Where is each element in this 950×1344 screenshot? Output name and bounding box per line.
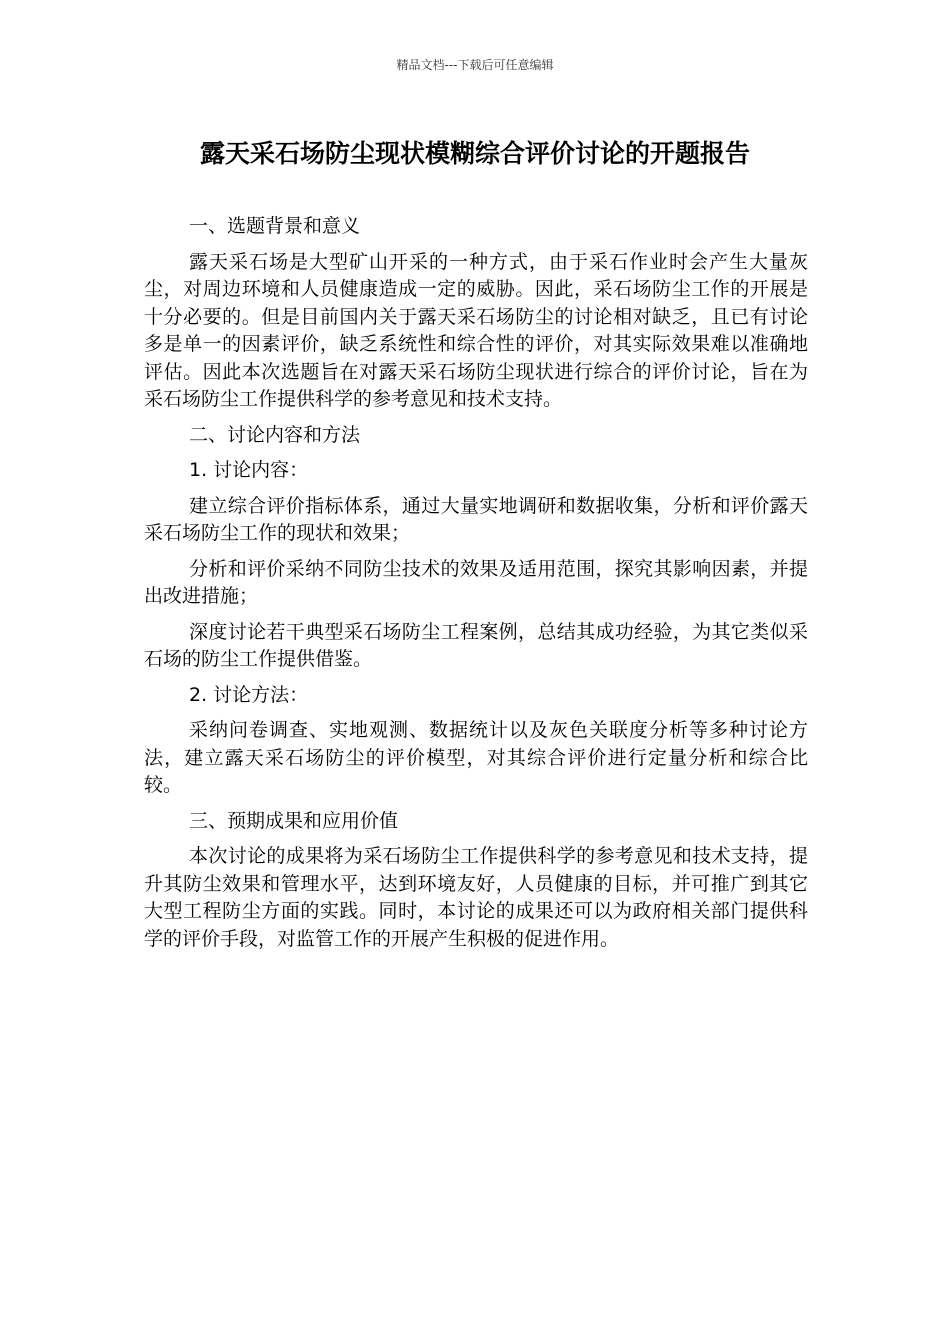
paragraph-content-2: 分析和评价采纳不同防尘技术的效果及适用范围，探究其影响因素，并提出改进措施；: [144, 557, 808, 607]
paragraph-content-3: 深度讨论若干典型采石场防尘工程案例，总结其成功经验，为其它类似采石场的防尘工作提供借鉴。: [144, 620, 808, 670]
paragraph-methods: 采纳问卷调查、实地观测、数据统计以及灰色关联度分析等多种讨论方法，建立露天采石场防尘的评价模型，对其综合评价进行定量分析和综合比较。: [144, 719, 808, 796]
section-heading-content-methods: 二、讨论内容和方法: [189, 423, 361, 446]
document-body: [144, 213, 808, 961]
document-title: 露天采石场防尘现状模糊综合评价讨论的开题报告: [199, 139, 750, 168]
subheading-content: 1. 讨论内容：: [189, 459, 309, 481]
header-note: 精品文档---下载后可任意编辑: [396, 58, 554, 72]
paragraph-outcomes: 本次讨论的成果将为采石场防尘工作提供科学的参考意见和技术支持，提升其防尘效果和管理水平，达到环境友好，人员健康的目标，并可推广到其它大型工程防尘方面的实践。同时，本讨论的成果还可以为政府相关部门提供科学的评价手段，对监管工作的开展产生积极的促进作用。: [144, 845, 808, 950]
paragraph-background: 露天采石场是大型矿山开采的一种方式，由于采石作业时会产生大量灰尘，对周边环境和人员健康造成一定的威胁。因此，采石场防尘工作的开展是十分必要的。但是目前国内关于露天采石场防尘的讨论相对缺乏，且已有讨论多是单一的因素评价，缺乏系统性和综合性的评价，对其实际效果难以准确地评估。因此本次选题旨在对露天采石场防尘现状进行综合的评价讨论，旨在为采石场防尘工作提供科学的参考意见和技术支持。: [144, 250, 808, 410]
section-heading-outcomes: 三、预期成果和应用价值: [189, 809, 399, 832]
section-heading-background: 一、选题背景和意义: [189, 215, 361, 237]
paragraph-content-1: 建立综合评价指标体系，通过大量实地调研和数据收集，分析和评价露天采石场防尘工作的现状和效果；: [144, 494, 808, 544]
subheading-methods: 2. 讨论方法：: [189, 683, 309, 706]
